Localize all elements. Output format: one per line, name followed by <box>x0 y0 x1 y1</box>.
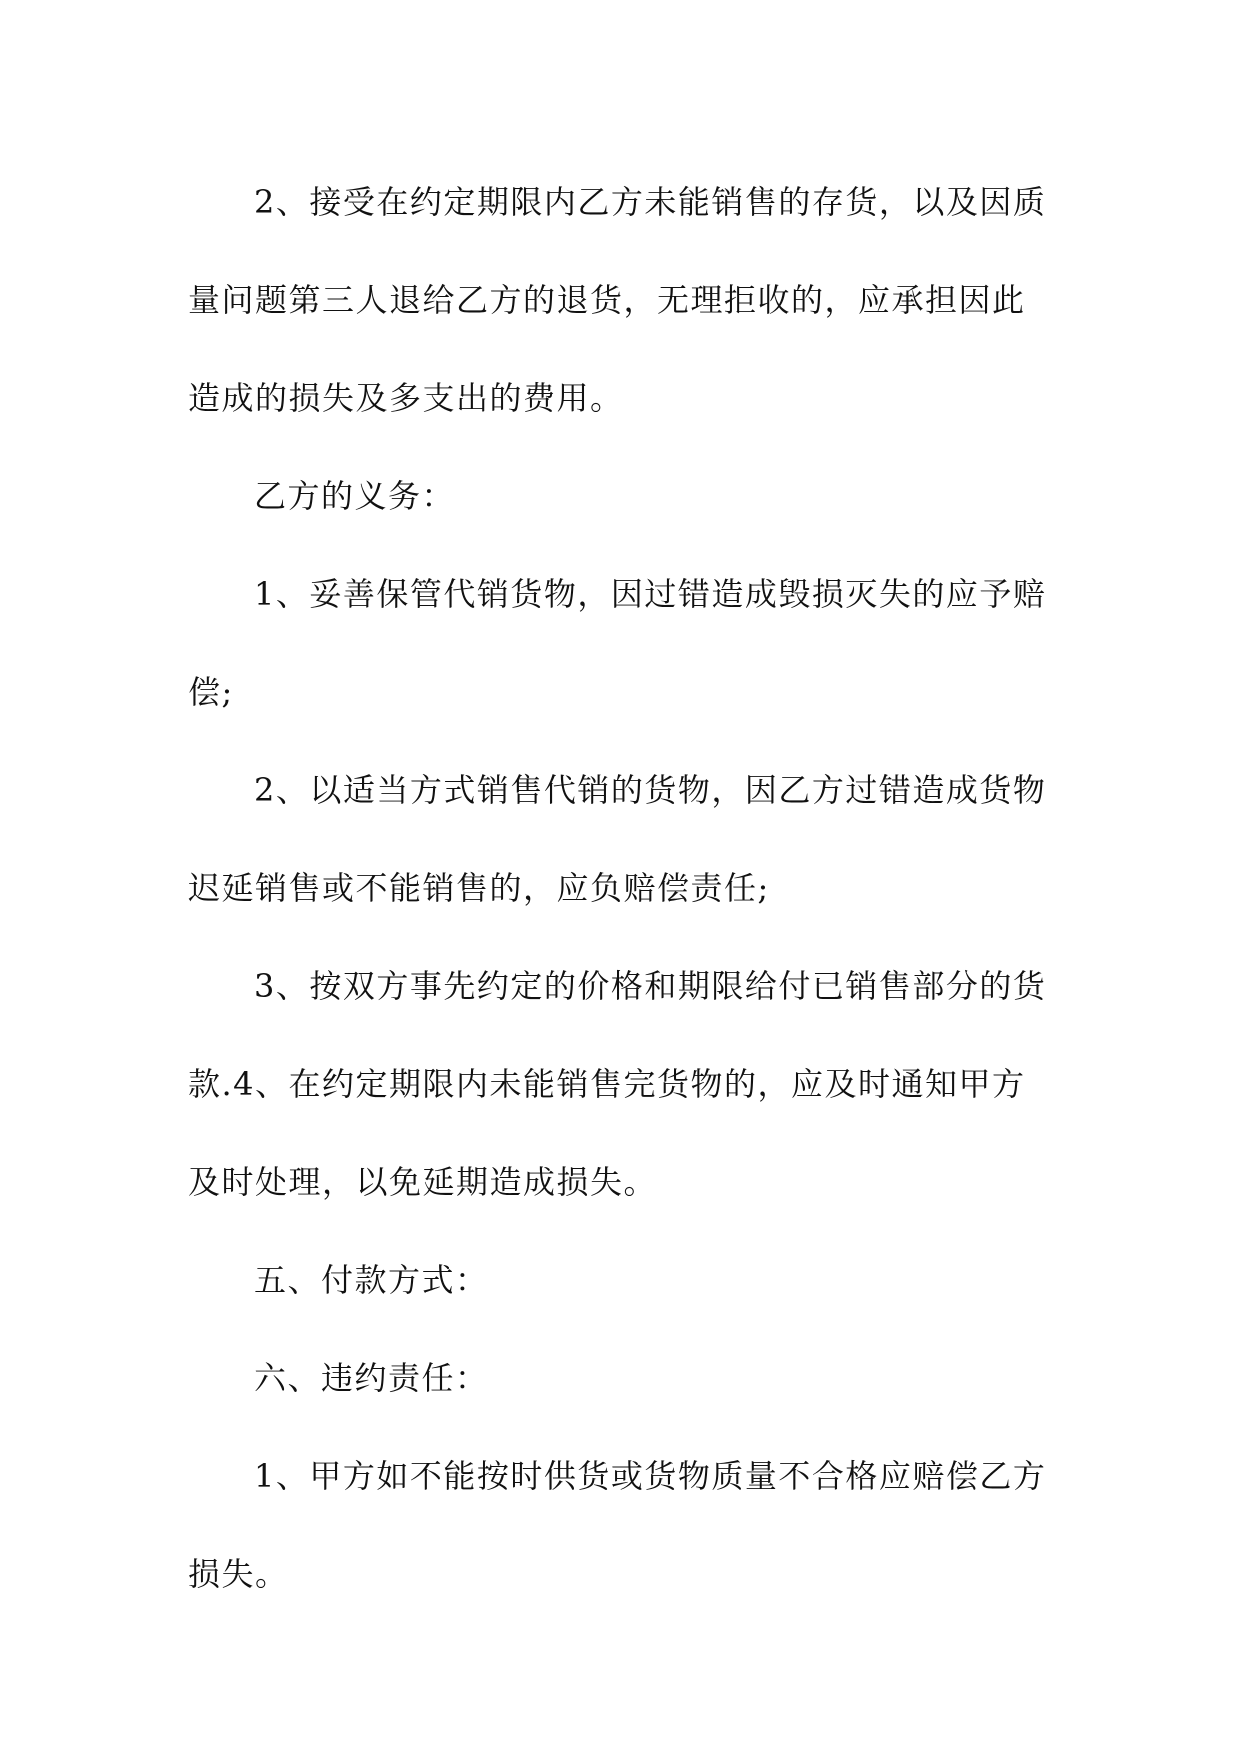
text-line: 1、妥善保管代销货物，因过错造成毁损灭失的应予赔 <box>254 575 1047 613</box>
text-line: 款.4、在约定期限内未能销售完货物的，应及时通知甲方 <box>188 1065 1026 1103</box>
text-line: 造成的损失及多支出的费用。 <box>188 379 624 417</box>
section-heading: 乙方的义务： <box>254 477 456 515</box>
text-line: 及时处理，以免延期造成损失。 <box>188 1163 658 1201</box>
text-line: 迟延销售或不能销售的，应负赔偿责任; <box>188 869 770 907</box>
text-line: 1、甲方如不能按时供货或货物质量不合格应赔偿乙方 <box>254 1457 1047 1495</box>
text-line: 3、按双方事先约定的价格和期限给付已销售部分的货 <box>254 967 1047 1005</box>
document-body <box>188 172 1048 1642</box>
text-line: 2、接受在约定期限内乙方未能销售的存货，以及因质 <box>254 183 1047 221</box>
text-line: 2、以适当方式销售代销的货物，因乙方过错造成货物 <box>254 771 1047 809</box>
text-line: 损失。 <box>188 1555 289 1593</box>
text-line: 量问题第三人退给乙方的退货，无理拒收的，应承担因此 <box>188 281 1026 319</box>
section-heading: 五、付款方式： <box>254 1261 489 1299</box>
section-heading: 六、违约责任： <box>254 1359 489 1397</box>
text-line: 偿; <box>188 673 234 711</box>
